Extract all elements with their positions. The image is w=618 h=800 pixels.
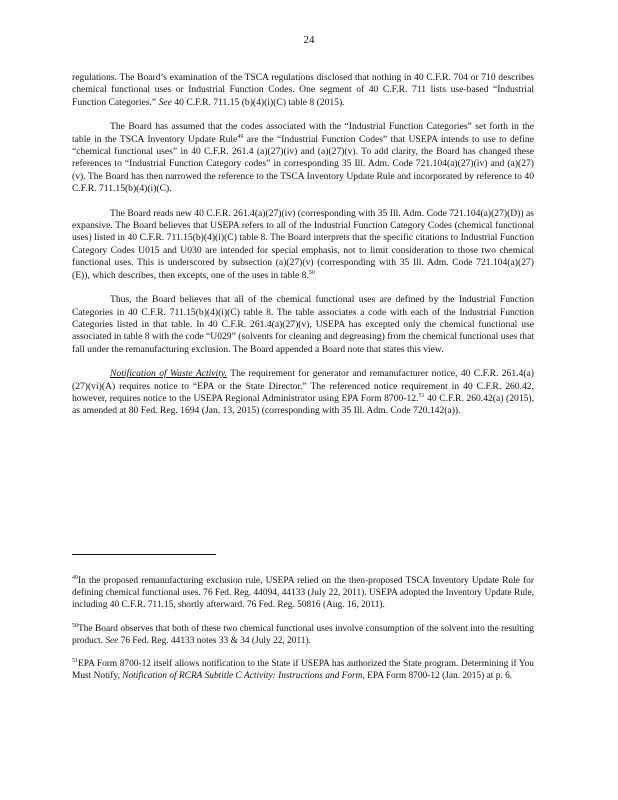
footnote-50 — [72, 623, 534, 647]
footnote-ref-51[interactable]: 51 — [418, 392, 425, 399]
paragraph-5-text-b: 40 C.F.R. 260.42(a) (2015), as amended at 80 Fed. Reg. 1694 (Jan. 13, 2015) (corresponding with 35 Ill. Adm. Code 720.142(a)). — [72, 392, 535, 417]
paragraph-1-citation: 40 C.F.R. 711.15 (b)(4)(i)(C) table 8 (2015). — [174, 96, 345, 108]
footnote-50-signal: See — [105, 635, 119, 646]
paragraph-2-text-b: are the “Industrial Function Codes” that USEPA intends to use to define “chemical functional uses” in 40 C.F.R. 261.4 (a)(27)(iv) and (a)(27)(v). To add clarity, the Board has changed these references to “Industrial Function Category codes” in corresponding 35 Ill. Adm. Code 721.104(a)(27)(iv) and (a)(27)(v). The Board has then narrowed the reference to the TSCA Inventory Update Rule and incorporated by reference to 40 C.F.R. 711.15(b)(4)(i)(C). — [72, 133, 534, 195]
footnote-number-50: 50 — [72, 622, 78, 629]
paragraph-5-text-a: The requirement for generator and remanufacturer notice, 40 C.F.R. 261.4(a)(27)(vi)(A) requires notice to “EPA or the State Director.” The referenced notice requirement in 40 C.F.R. 260.42, however, requires notice to the USEPA Regional Administrator using EPA Form 8700-12. — [72, 368, 534, 404]
section-heading-notification: Notification of Waste Activity. — [110, 368, 227, 380]
footnote-divider — [72, 554, 216, 555]
paragraph-4 — [72, 294, 534, 356]
footnote-51-text-a: EPA Form 8700-12 itself allows notification to the State if USEPA has authorized the State program. Determining if You Must Notify, — [72, 659, 534, 682]
page-number: 24 — [303, 34, 315, 46]
footnote-50-text-a: The Board observes that both of these two chemical functional uses involve consumption of the solvent into the resulting product. — [72, 623, 534, 646]
paragraph-5 — [72, 368, 534, 418]
paragraph-1 — [72, 72, 534, 109]
citation-signal: See — [158, 96, 172, 108]
paragraph-2 — [72, 121, 534, 195]
footnote-number-49: 49 — [72, 575, 78, 581]
footnote-50-text-b: 76 Fed. Reg. 44133 notes 33 & 34 (July 22, 2011). — [120, 635, 311, 646]
paragraph-3 — [72, 208, 534, 282]
footnote-ref-50[interactable]: 50 — [308, 269, 315, 276]
footnote-51-text-b: , EPA Form 8700-12 (Jan. 2015) at p. 6. — [362, 671, 513, 682]
footnote-51-title: Notification of RCRA Subtitle C Activity: Instructions and Form — [122, 671, 363, 682]
footnote-49-text: In the proposed remanufacturing exclusion rule, USEPA relied on the then-proposed TSCA Inventory Update Rule for defining chemical functional uses. 76 Fed. Reg. 44094, 44133 (July 22, 2011). USEPA adopted the Inventory Update Rule, including 40 C.F.R. 711.15, shortly afterward. 76 Fed. Reg. 50816 (Aug. 16, 2011). — [72, 576, 534, 611]
footnotes — [72, 575, 534, 693]
footnote-51 — [72, 658, 534, 682]
footnote-49 — [72, 575, 534, 612]
footnote-number-51: 51 — [72, 658, 78, 665]
paragraph-4-text: Thus, the Board believes that all of the chemical functional uses are defined by the Industrial Function Categories in 40 C.F.R. 711.15(b)(4)(i)(C) table 8. The table associates a code with each of the Industrial Function Categories listed in that table. In 40 C.F.R. 261.4(a)(27)(v), USEPA has excepted only the chemical functional use associated in table 8 with the code “U029” (solvents for cleaning and degreasing) from the chemical functional uses that fall under the remanufacturing exclusion. The Board appended a Board note that states this view. — [72, 294, 534, 355]
paragraph-1-text: regulations. The Board’s examination of the TSCA regulations disclosed that nothing in 40 C.F.R. 704 or 710 describes chemical functional uses or Industrial Function Codes. One segment of 40 C.F.R. 711 lists use-based “Industrial Function Categories.” — [72, 72, 534, 108]
paragraph-3-text: The Board reads new 40 C.F.R. 261.4(a)(27)(iv) (corresponding with 35 Ill. Adm. Code 721.104(a)(27)(D)) as expansive. The Board believes that USEPA refers to all of the Industrial Function Category Codes (chemical functional uses) listed in 40 C.F.R. 711.15(b)(4)(i)(C) table 8. The Board interprets that the specific citations to Industrial Function Category Codes U015 and U030 are intended for special emphasis, not to limit consideration to those two chemical functional uses. This is underscored by subsection (a)(27)(v) (corresponding with 35 Ill. Adm. Code 721.104(a)(27)(E)), which describes, then excepts, one of the uses in table 8. — [72, 207, 534, 281]
footnote-ref-49[interactable]: 49 — [237, 133, 244, 140]
main-text — [72, 72, 534, 430]
paragraph-2-text-a: The Board has assumed that the codes associated with the “Industrial Function Categories” set forth in the table in the TSCA Inventory Update Rule — [72, 121, 534, 145]
